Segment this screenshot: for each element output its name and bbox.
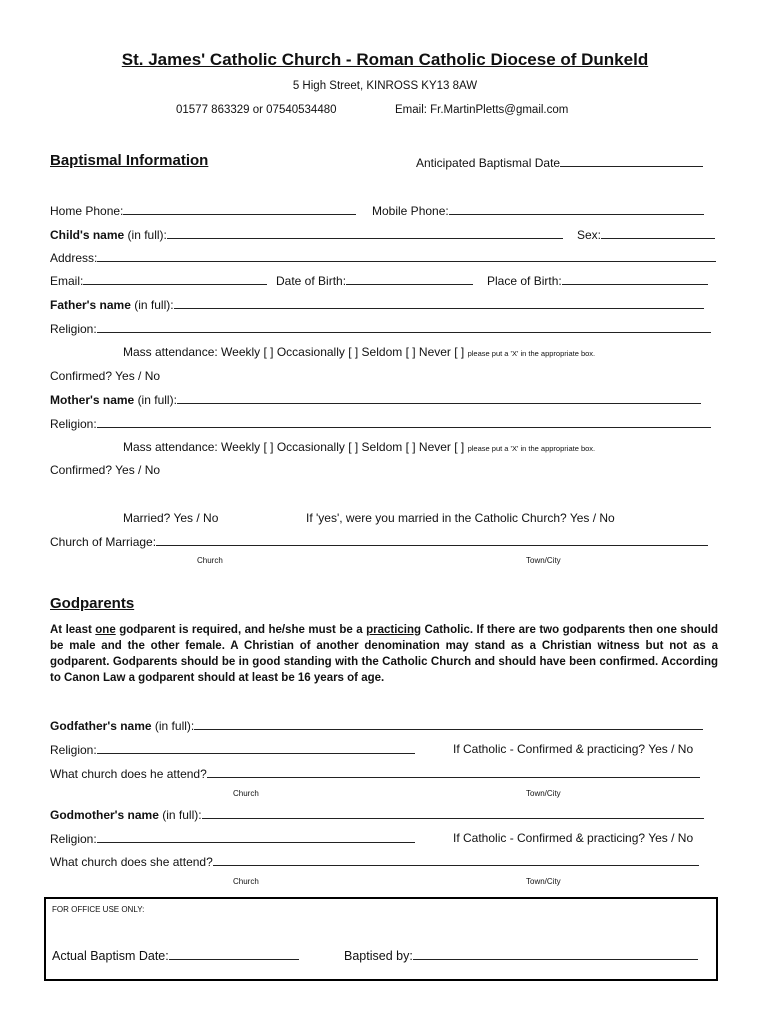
godfather-church-label: What church does he attend? <box>50 767 207 781</box>
mother-religion-line[interactable] <box>97 416 711 428</box>
email-label: Email: <box>50 274 84 288</box>
mass-attendance-label: Mass attendance: Weekly [ ] Occasionally [ ] Seldom [ ] Never [ ] <box>123 440 465 454</box>
godfather-town-caption: Town/City <box>526 789 561 798</box>
in-full-label: (in full): <box>162 808 202 822</box>
church-of-marriage-line[interactable] <box>156 534 708 546</box>
godfather-religion-field[interactable] <box>50 742 415 757</box>
married-catholic-question[interactable]: If 'yes', were you married in the Catholic Church? Yes / No <box>306 511 615 525</box>
godfather-name-label: Godfather's name <box>50 719 152 733</box>
marriage-church-caption: Church <box>197 556 223 565</box>
father-religion-label: Religion: <box>50 322 97 336</box>
office-use-box <box>44 897 718 981</box>
mobile-phone-field[interactable] <box>372 203 704 218</box>
church-address: 5 High Street, KINROSS KY13 8AW <box>292 80 478 92</box>
godmother-church-field[interactable] <box>50 854 699 869</box>
box-note: please put a 'X' in the appropriate box. <box>467 444 596 453</box>
godmother-church-line[interactable] <box>213 854 699 866</box>
email-field[interactable] <box>50 273 267 288</box>
baptised-by-line[interactable] <box>413 948 698 960</box>
church-of-marriage-label: Church of Marriage: <box>50 535 157 549</box>
mother-religion-label: Religion: <box>50 417 97 431</box>
home-phone-label: Home Phone: <box>50 204 124 218</box>
church-phones: 01577 863329 or 07540534480 <box>176 104 337 116</box>
child-name-field[interactable] <box>50 227 563 242</box>
in-full-label: (in full): <box>134 298 174 312</box>
mother-name-label: Mother's name <box>50 393 135 407</box>
godmother-church-label: What church does she attend? <box>50 855 213 869</box>
godfather-church-field[interactable] <box>50 766 700 781</box>
godfather-church-caption: Church <box>233 789 259 798</box>
pob-field[interactable] <box>487 273 708 288</box>
child-name-line[interactable] <box>167 227 563 239</box>
godmother-if-catholic[interactable]: If Catholic - Confirmed & practicing? Yes / No <box>453 831 694 845</box>
mother-confirmed[interactable]: Confirmed? Yes / No <box>50 463 161 477</box>
marriage-town-caption: Town/City <box>526 556 561 565</box>
father-name-field[interactable] <box>50 297 704 312</box>
father-name-label: Father's name <box>50 298 131 312</box>
godmother-name-field[interactable] <box>50 807 704 822</box>
godfather-if-catholic[interactable]: If Catholic - Confirmed & practicing? Yes / No <box>453 742 694 756</box>
baptised-by-field[interactable] <box>344 948 698 963</box>
dob-line[interactable] <box>346 273 473 285</box>
married-question[interactable]: Married? Yes / No <box>123 511 219 525</box>
mass-attendance-label: Mass attendance: Weekly [ ] Occasionally [ ] Seldom [ ] Never [ ] <box>123 345 465 359</box>
address-label: Address: <box>50 251 98 265</box>
sex-field[interactable] <box>577 227 715 242</box>
father-religion-line[interactable] <box>97 321 711 333</box>
godmother-religion-line[interactable] <box>97 831 415 843</box>
godmother-religion-label: Religion: <box>50 832 97 846</box>
godparents-paragraph: At least one godparent is required, and he/she must be a practicing Catholic. If there are two godparents then one should be male and the other female. A Christian of another denomination may stand as a Christian witness but not as a godparent. Godparents should be in good standing with the Catholic Church and should have been confirmed. According to Canon Law a godparent should at least be 16 years of age. <box>50 624 718 684</box>
godfather-religion-line[interactable] <box>97 742 415 754</box>
actual-baptism-date-line[interactable] <box>169 948 299 960</box>
godmother-name-label: Godmother's name <box>50 808 159 822</box>
box-note: please put a 'X' in the appropriate box. <box>467 349 596 358</box>
in-full-label: (in full): <box>137 393 177 407</box>
mother-religion-field[interactable] <box>50 416 711 431</box>
address-field[interactable] <box>50 250 716 265</box>
mother-mass-attendance[interactable] <box>123 440 595 454</box>
godparents-heading: Godparents <box>50 595 135 612</box>
mother-name-line[interactable] <box>177 392 701 404</box>
email-line[interactable] <box>83 273 267 285</box>
sex-label: Sex: <box>577 228 602 242</box>
in-full-label: (in full): <box>154 719 195 733</box>
anticipated-date-field[interactable] <box>416 155 703 170</box>
church-email: Email: Fr.MartinPletts@gmail.com <box>395 104 569 116</box>
godfather-religion-label: Religion: <box>50 743 97 757</box>
child-name-label: Child's name <box>50 228 125 242</box>
godmother-church-caption: Church <box>233 877 259 886</box>
home-phone-field[interactable] <box>50 203 356 218</box>
pob-line[interactable] <box>562 273 708 285</box>
in-full-label: (in full): <box>127 228 167 242</box>
father-confirmed[interactable]: Confirmed? Yes / No <box>50 369 161 383</box>
mother-name-field[interactable] <box>50 392 701 407</box>
anticipated-date-line[interactable] <box>560 155 703 167</box>
dob-field[interactable] <box>276 273 473 288</box>
mobile-phone-line[interactable] <box>449 203 704 215</box>
godfather-name-field[interactable] <box>50 718 703 733</box>
address-line[interactable] <box>97 250 716 262</box>
anticipated-date-label: Anticipated Baptismal Date <box>416 156 561 170</box>
baptismal-heading: Baptismal Information <box>50 152 209 169</box>
godfather-name-line[interactable] <box>194 718 703 730</box>
document-title: St. James' Catholic Church - Roman Catholic Diocese of Dunkeld <box>121 50 649 69</box>
godmother-name-line[interactable] <box>202 807 704 819</box>
office-use-label: FOR OFFICE USE ONLY: <box>52 905 145 914</box>
godmother-town-caption: Town/City <box>526 877 561 886</box>
actual-baptism-date-field[interactable] <box>52 948 299 963</box>
dob-label: Date of Birth: <box>276 274 347 288</box>
sex-line[interactable] <box>601 227 715 239</box>
baptised-by-label: Baptised by: <box>344 949 413 963</box>
father-name-line[interactable] <box>174 297 704 309</box>
father-religion-field[interactable] <box>50 321 711 336</box>
mobile-phone-label: Mobile Phone: <box>372 204 449 218</box>
pob-label: Place of Birth: <box>487 274 562 288</box>
father-mass-attendance[interactable] <box>123 345 595 359</box>
church-of-marriage-field[interactable] <box>50 534 708 549</box>
godfather-church-line[interactable] <box>207 766 700 778</box>
godmother-religion-field[interactable] <box>50 831 415 846</box>
actual-baptism-date-label: Actual Baptism Date: <box>52 949 169 963</box>
home-phone-line[interactable] <box>123 203 356 215</box>
